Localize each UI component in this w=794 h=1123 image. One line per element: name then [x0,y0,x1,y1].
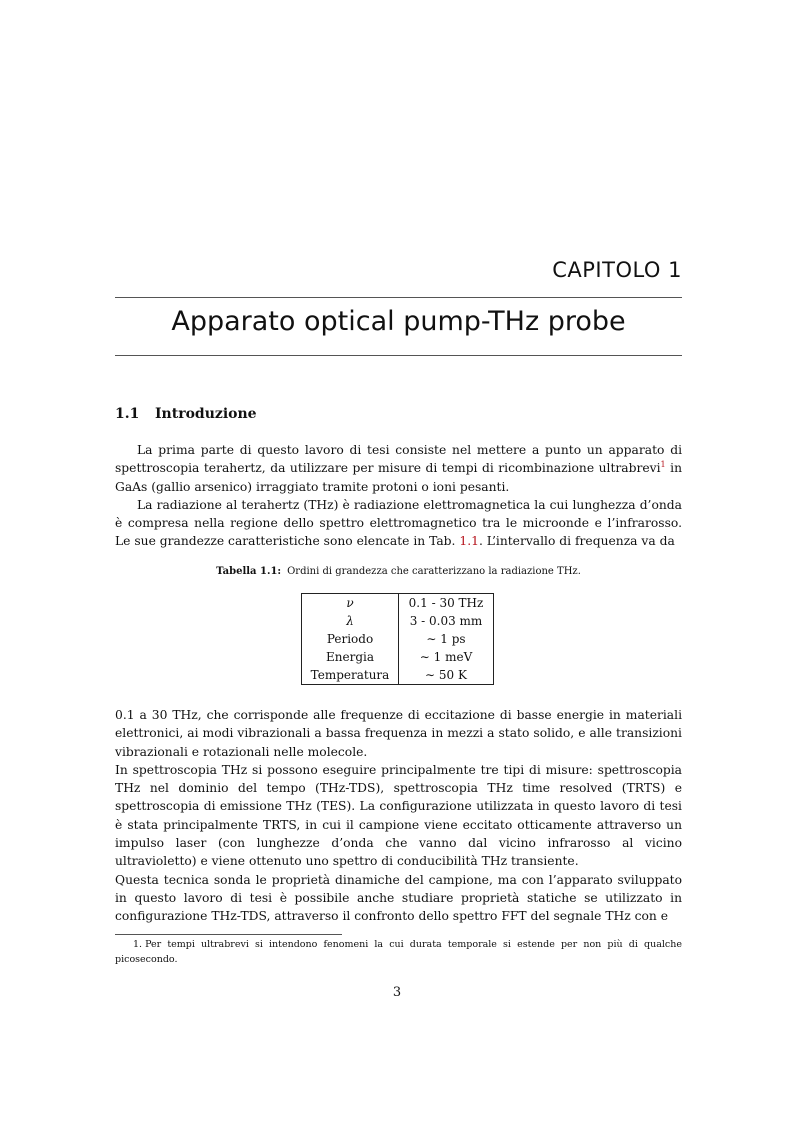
paragraph-2 [115,496,682,551]
footnote-number: 1. [133,939,143,950]
table-caption-label: Tabella 1.1: [216,566,282,577]
table-cell-name: λ [302,612,399,630]
table-cell-name: Temperatura [302,666,399,685]
body-paragraphs [115,706,682,926]
paragraph-5: Questa tecnica sonda le proprietà dinamiche del campione, ma con l’apparato sviluppato in questo lavoro di tesi è possibile anche studiare proprietà statiche se utilizzato in configurazione THz-TDS, attraverso il confronto dello spettro FFT del segnale THz con e [115,872,682,924]
table-cell-name: Energia [302,648,399,666]
chapter-label: CAPITOLO 1 [552,258,682,282]
thz-properties-table [301,593,494,685]
table-reference-link[interactable]: 1.1 [459,534,479,549]
paragraph-2-text-cont: . L’intervallo di frequenza va da [478,534,675,549]
footnote [115,938,682,967]
section-heading [115,406,257,422]
table-row [302,666,494,685]
table-cell-name: ν [302,594,399,613]
page-number: 3 [392,985,402,1000]
chapter-title: Apparato optical pump-THz probe [171,306,626,337]
table-cell-value: ∼ 1 ps [399,630,494,648]
table-cell-value: 0.1 - 30 THz [399,594,494,613]
footnote-marker[interactable]: 1 [660,460,666,470]
paragraph-1 [115,441,682,496]
footnote-rule [115,934,342,935]
table-cell-value: ∼ 50 K [399,666,494,685]
table-cell-name: Periodo [302,630,399,648]
table-row [302,630,494,648]
table-caption-text: Ordini di grandezza che caratterizzano la radiazione THz. [287,566,581,577]
chapter-rule-bottom [115,355,682,356]
paragraph-1-text-cont: in GaAs (gallio arsenico) irraggiato tramite protoni o ioni pesanti. [115,461,682,494]
table-caption [115,566,682,577]
table-cell-value: ∼ 1 meV [399,648,494,666]
chapter-rule-top [115,297,682,298]
table-cell-value: 3 - 0.03 mm [399,612,494,630]
paragraph-4: In spettroscopia THz si possono eseguire principalmente tre tipi di misure: spettroscopia THz nel dominio del tempo (THz-TDS), spettroscopia THz time resolved (TRTS) e spettroscopia di emissione THz (TES). La configurazione utilizzata in questo lavoro di tesi è stata principalmente TRTS, in cui il campione viene eccitato otticamente attraverso un impulso laser (con lunghezze d’onda che vanno dal vicino infrarosso al vicino ultravioletto) e viene ottenuto uno spettro di conducibilità THz transiente. [115,762,682,869]
table-row [302,594,494,613]
paragraph-1-text: La prima parte di questo lavoro di tesi consiste nel mettere a punto un apparato di spettroscopia terahertz, da utilizzare per misure di tempi di ricombinazione ultrabrevi [115,443,682,476]
section-number: 1.1 [115,406,140,422]
paragraph-3: 0.1 a 30 THz, che corrisponde alle frequenze di eccitazione di basse energie in materiali elettronici, ai modi vibrazionali a bassa frequenza in mezzi a stato solido, e alle transizioni vibrazionali e rotazionali nelle molecole. [115,708,682,759]
section-title: Introduzione [155,406,257,422]
table-row [302,612,494,630]
footnote-text: Per tempi ultrabrevi si intendono fenomeni la cui durata temporale si estende per non più di qualche picosecondo. [115,939,682,965]
intro-paragraphs [115,441,682,551]
paragraph-2-text: La radiazione al terahertz (THz) è radiazione elettromagnetica la cui lunghezza d’onda è compresa nella regione dello spettro elettromagnetico tra le microonde e l’infrarosso. Le sue grandezze caratteristiche sono elencate in Tab. [115,497,682,549]
table-row [302,648,494,666]
